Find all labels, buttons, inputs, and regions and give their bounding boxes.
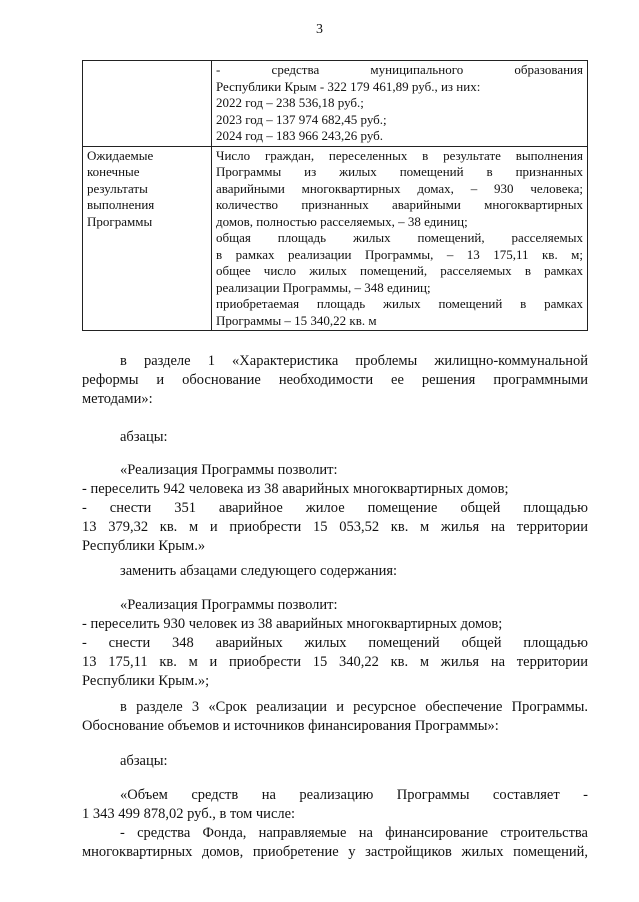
table-row xyxy=(83,61,588,147)
result-line: приобретаемая площадь жилых помещений в рамках xyxy=(216,296,583,311)
text-line: - переселить 942 человека из 38 аварийных многоквартирных домов; xyxy=(82,481,509,497)
table-cell-funding-sources xyxy=(212,61,588,147)
text-line: 13 175,11 кв. м и приобрести 15 340,22 кв. м жилья на территории xyxy=(82,654,588,670)
text-line: в разделе 3 «Срок реализации и ресурсное обеспечение Программы. xyxy=(120,699,588,715)
funding-line: 2023 год – 137 974 682,45 руб.; xyxy=(216,111,387,127)
paragraph-new-text xyxy=(82,596,588,691)
funding-line: Республики Крым - 322 179 461,89 руб., из них: xyxy=(216,78,481,94)
table-cell-label-empty xyxy=(83,61,212,147)
funding-line: 2022 год – 238 536,18 руб.; xyxy=(216,95,364,110)
paragraph-abzacy-1 xyxy=(82,428,588,447)
result-line: общая площадь жилых помещений, расселяемых xyxy=(216,230,583,245)
text-line: многоквартирных домов, приобретение у застройщиков жилых помещений, xyxy=(82,844,588,860)
result-line: реализации Программы, – 348 единиц; xyxy=(216,279,431,295)
result-line: количество признанных аварийными многоквартирных xyxy=(216,197,583,212)
text-line: Обоснование объемов и источников финансирования Программы»: xyxy=(82,718,499,734)
funding-line: 2024 год – 183 966 243,26 руб. xyxy=(216,128,384,143)
text-line: - переселить 930 человек из 38 аварийных многоквартирных домов; xyxy=(82,616,503,632)
funding-line: - средства муниципального образования xyxy=(216,62,583,77)
text-line: - средства Фонда, направляемые на финансирование строительства xyxy=(120,825,588,841)
label-line: Ожидаемые xyxy=(87,147,154,163)
program-passport-table xyxy=(82,60,588,331)
text-line: 13 379,32 кв. м и приобрести 15 053,52 кв. м жилья на территории xyxy=(82,519,588,535)
label-line: Программы xyxy=(87,213,153,229)
paragraph-section-1 xyxy=(82,352,588,409)
text-line: 1 343 499 878,02 руб., в том числе: xyxy=(82,806,296,822)
result-line: Число граждан, переселенных в результате выполнения xyxy=(216,147,583,163)
label-line: выполнения xyxy=(87,197,155,212)
label-line: конечные xyxy=(87,164,140,179)
text-line: «Объем средств на реализацию Программы составляет - xyxy=(120,787,588,803)
result-line: Программы – 15 340,22 кв. м xyxy=(216,312,377,328)
result-line: общее число жилых помещений, расселяемых в рамках xyxy=(216,263,583,278)
text-line: «Реализация Программы позволит: xyxy=(120,462,338,478)
text-line: - снести 348 аварийных жилых помещений общей площадью xyxy=(82,635,588,651)
paragraph-section-3 xyxy=(82,698,588,736)
text-line: в разделе 1 «Характеристика проблемы жилищно-коммунальной xyxy=(120,353,588,369)
label-line: результаты xyxy=(87,180,148,196)
result-line: Программы из жилых помещений в признанных xyxy=(216,164,583,179)
text-line: абзацы: xyxy=(120,753,168,769)
text-line: методами»: xyxy=(82,391,153,407)
result-line: в рамках реализации Программы, – 13 175,11 кв. м; xyxy=(216,246,583,262)
text-line: Республики Крым.»; xyxy=(82,673,210,689)
result-line: аварийными многоквартирных домах, – 930 человека; xyxy=(216,180,583,196)
table-cell-expected-results-label xyxy=(83,146,212,331)
text-line: реформы и обоснование необходимости ее решения программными xyxy=(82,372,588,388)
paragraph-abzacy-2 xyxy=(82,752,588,771)
result-line: домов, полностью расселяемых, – 38 единиц; xyxy=(216,213,468,229)
text-line: Республики Крым.» xyxy=(82,538,206,554)
text-line: «Реализация Программы позволит: xyxy=(120,597,338,613)
table-row xyxy=(83,146,588,331)
paragraph-funding-volume xyxy=(82,786,588,862)
text-line: заменить абзацами следующего содержания: xyxy=(120,563,398,579)
paragraph-old-text xyxy=(82,461,588,556)
page-number: 3 xyxy=(316,22,323,37)
text-line: - снести 351 аварийное жилое помещение общей площадью xyxy=(82,500,588,516)
paragraph-replace xyxy=(82,562,588,581)
table-cell-expected-results xyxy=(212,146,588,331)
text-line: абзацы: xyxy=(120,429,168,445)
